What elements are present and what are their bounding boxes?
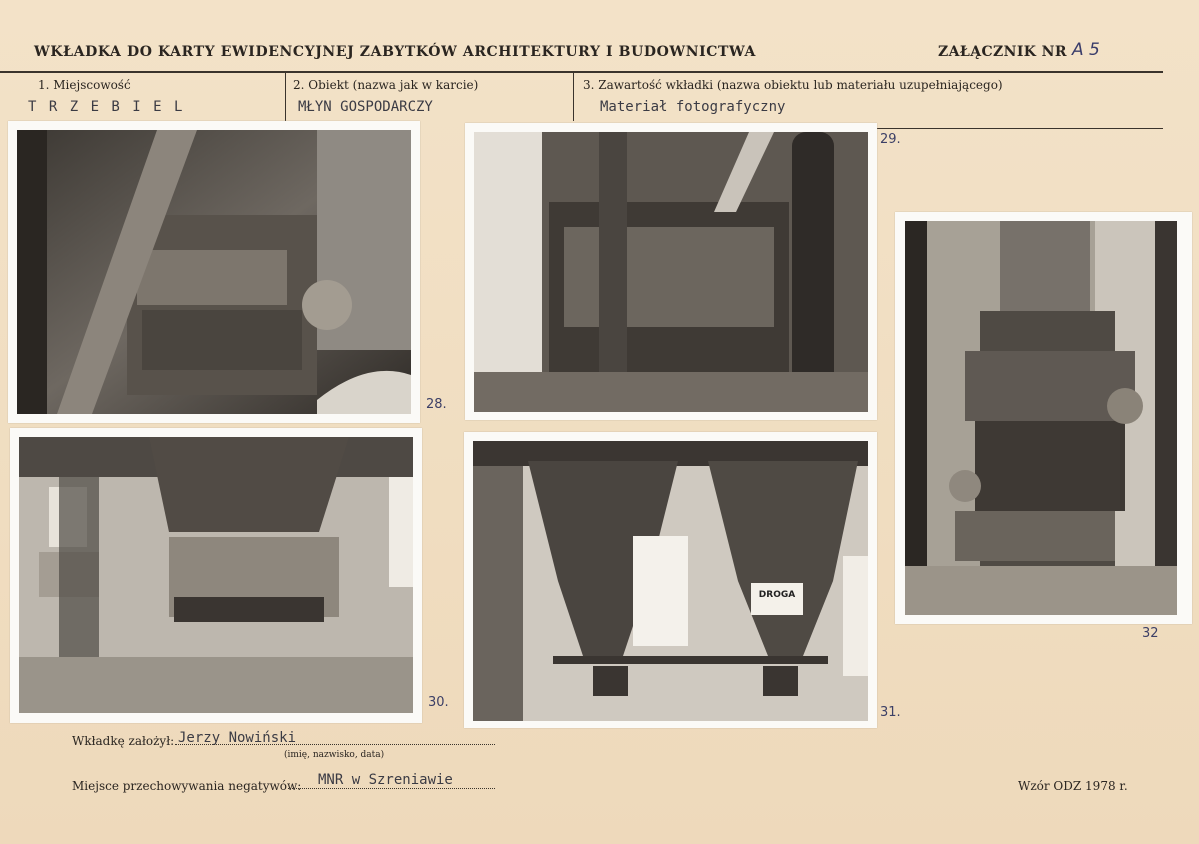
photo-31 — [464, 432, 877, 728]
annex-label: ZAŁĄCZNIK NR — [938, 44, 1067, 60]
photo-29-number: 29. — [880, 132, 901, 147]
photo-30-number: 30. — [428, 695, 449, 710]
photo-32-image — [905, 221, 1177, 615]
photo-30-image — [19, 437, 413, 713]
object-value: MŁYN GOSPODARCZY — [298, 99, 433, 115]
storage-label: Miejsce przechowywania negatywów: — [72, 779, 302, 793]
photo-28-image — [17, 130, 411, 414]
form-title: WKŁADKA DO KARTY EWIDENCYJNEJ ZABYTKÓW ARCHITEKTURY I BUDOWNICTWA — [34, 44, 756, 60]
annex-number: A 5 — [1072, 40, 1100, 60]
field-divider-1 — [285, 73, 286, 121]
photo-29-image — [474, 132, 868, 412]
photo-29 — [465, 123, 877, 420]
photo-28 — [8, 121, 420, 423]
photo-31-image — [473, 441, 868, 721]
author-hint: (imię, nazwisko, data) — [284, 750, 385, 760]
location-label: 1. Miejscowość — [38, 78, 131, 92]
content-label: 3. Zawartość wkładki (nazwa obiektu lub materiału uzupełniającego) — [583, 78, 1003, 92]
object-label: 2. Obiekt (nazwa jak w karcie) — [293, 78, 479, 92]
field-divider-2 — [573, 73, 574, 121]
photo-32-number: 32 — [1142, 626, 1159, 641]
photo-31-notice-sign: DROGA — [758, 590, 796, 600]
content-value: Materiał fotografyczny — [600, 99, 786, 115]
header-rule — [0, 71, 1163, 73]
photo-31-number: 31. — [880, 705, 901, 720]
author-line — [175, 744, 495, 745]
photo-30 — [10, 428, 422, 723]
storage-value: MNR w Szreniawie — [318, 772, 453, 788]
form-model: Wzór ODZ 1978 r. — [1018, 779, 1128, 793]
author-value: Jerzy Nowiński — [178, 730, 297, 746]
location-value: T R Z E B I E L — [28, 99, 185, 115]
author-label: Wkładkę założył: — [72, 734, 175, 748]
storage-line — [288, 788, 495, 789]
photo-32 — [895, 212, 1192, 624]
photo-28-number: 28. — [426, 397, 447, 412]
